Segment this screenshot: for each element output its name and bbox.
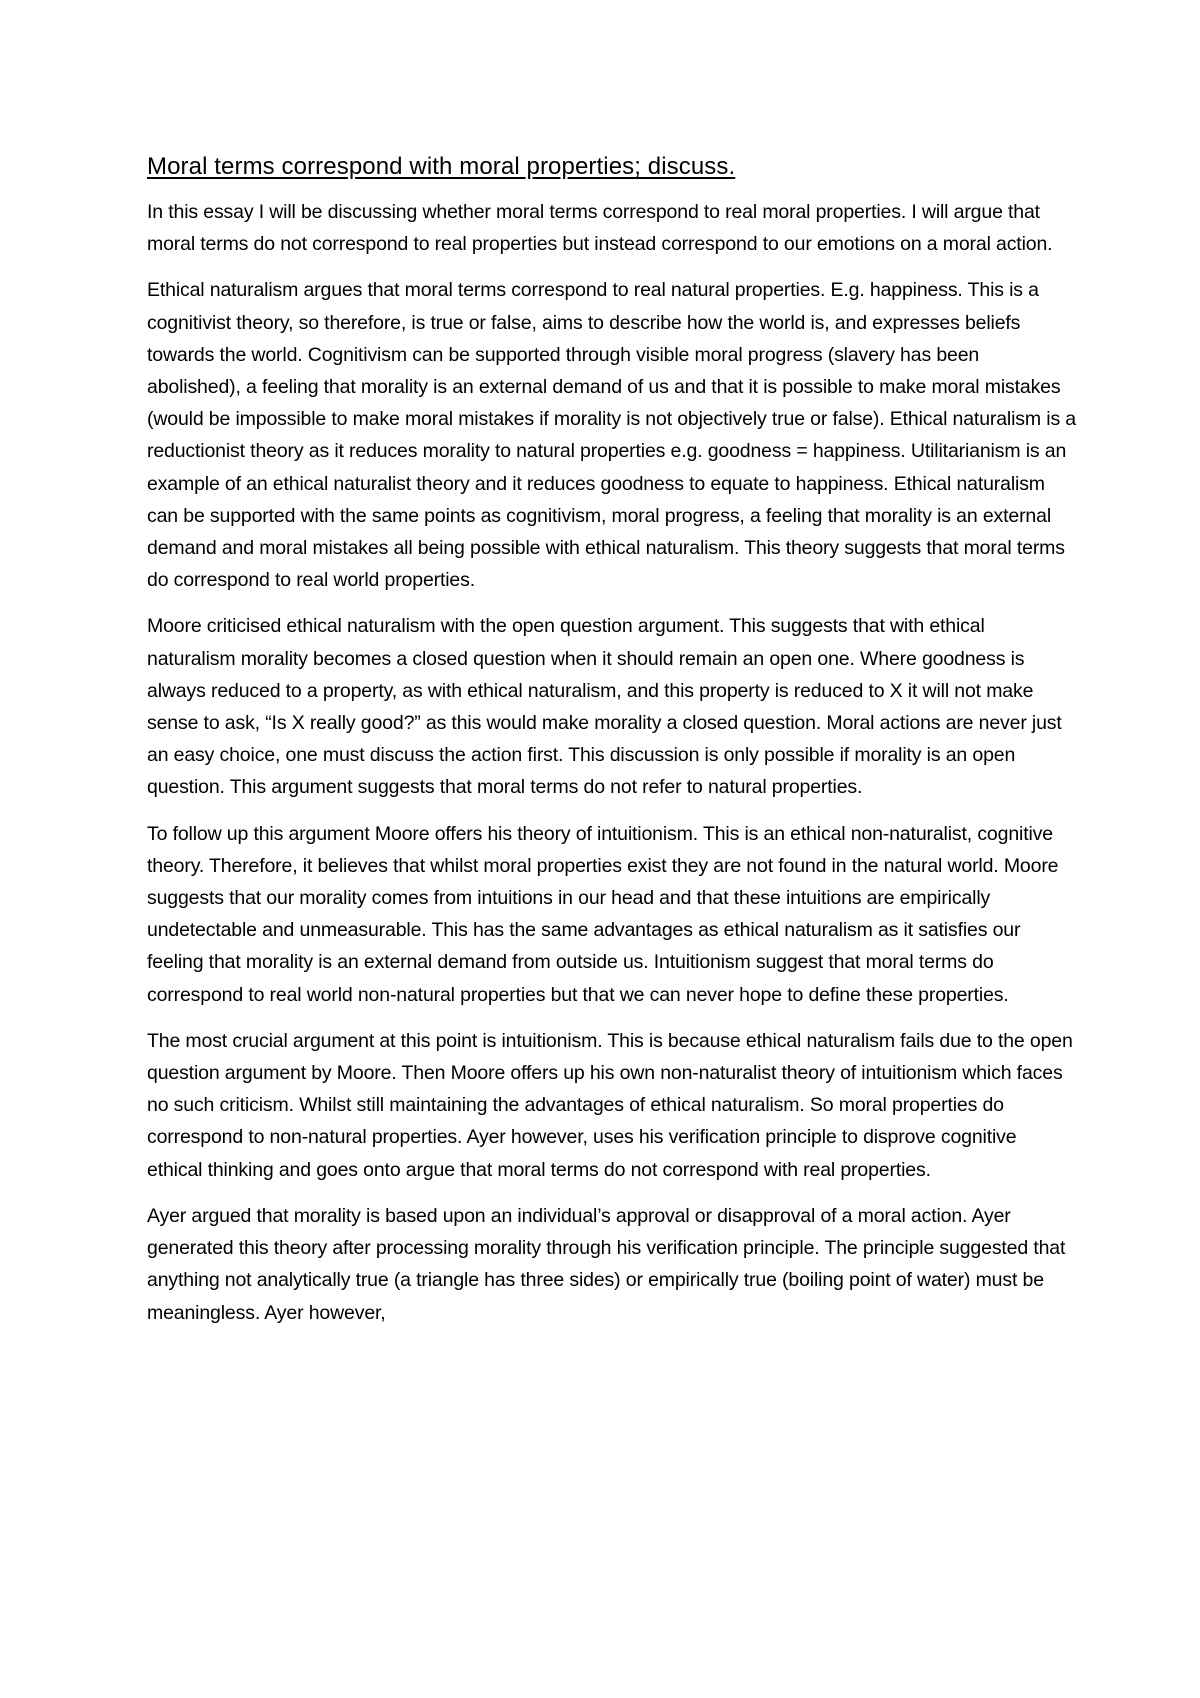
paragraph-ethical-naturalism: Ethical naturalism argues that moral terms correspond to real natural properties. E.g. happiness. This is a cognitivist theory, so therefore, is true or false, aims to describe how the world is, and expresses beliefs towards the world. Cognitivism can be supported through visible moral progress (slavery has been abolished), a feeling that morality is an external demand of us and that it is possible to make moral mistakes (would be impossible to make moral mistakes if morality is not objectively true or false). Ethical naturalism is a reductionist theory as it reduces morality to natural properties e.g. goodness = happiness. Utilitarianism is an example of an ethical naturalist theory and it reduces goodness to equate to happiness. Ethical naturalism can be supported with the same points as cognitivism, moral progress, a feeling that morality is an external demand and moral mistakes all being possible with ethical naturalism. This theory suggests that moral terms do correspond to real world properties. [147, 279, 1077, 592]
document-page [147, 150, 1077, 1343]
paragraph-ayer: Ayer argued that morality is based upon an individual’s approval or disapproval of a moral action. Ayer generated this theory after processing morality through his verification principle. The principle suggested that anything not analytically true (a triangle has three sides) or empirically true (boiling point of water) must be meaningless. Ayer however, [147, 1204, 1066, 1324]
paragraph-intro: In this essay I will be discussing whether moral terms correspond to real moral properties. I will argue that moral terms do not correspond to real properties but instead correspond to our emotions on a moral action. [147, 201, 1053, 256]
document-title: Moral terms correspond with moral properties; discuss. [147, 153, 736, 180]
paragraph-open-question-argument: Moore criticised ethical naturalism with the open question argument. This suggests that with ethical naturalism morality becomes a closed question when it should remain an open one. Where goodness is always reduced to a property, as with ethical naturalism, and this property is reduced to X it will not make sense to ask, “Is X really good?” as this would make morality a closed question. Moral actions are never just an easy choice, one must discuss the action first. This discussion is only possible if morality is an open question. This argument suggests that moral terms do not refer to natural properties. [147, 615, 1062, 799]
paragraph-intuitionism: To follow up this argument Moore offers his theory of intuitionism. This is an ethical non-naturalist, cognitive theory. Therefore, it believes that whilst moral properties exist they are not found in the natural world. Moore suggests that our morality comes from intuitions in our head and that these intuitions are empirically undetectable and unmeasurable. This has the same advantages as ethical naturalism as it satisfies our feeling that morality is an external demand from outside us. Intuitionism suggest that moral terms do correspond to real world non-natural properties but that we can never hope to define these properties. [147, 822, 1059, 1006]
paragraph-crucial-argument: The most crucial argument at this point is intuitionism. This is because ethical naturalism fails due to the open question argument by Moore. Then Moore offers up his own non-naturalist theory of intuitionism which faces no such criticism. Whilst still maintaining the advantages of ethical naturalism. So moral properties do correspond to non-natural properties. Ayer however, uses his verification principle to disprove cognitive ethical thinking and goes onto argue that moral terms do not correspond with real properties. [147, 1029, 1073, 1181]
